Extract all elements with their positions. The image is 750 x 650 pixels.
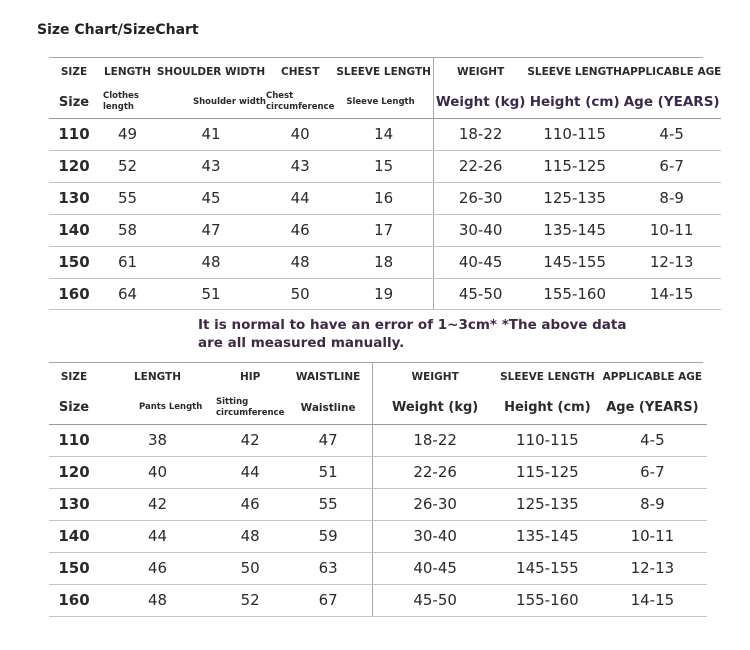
size-cell: 160: [49, 584, 99, 616]
table-cell: 26-30: [433, 182, 527, 214]
table-cell: 44: [99, 520, 216, 552]
table-cell: 6-7: [597, 456, 707, 488]
table-cell: 145-155: [497, 552, 597, 584]
table-cell: 22-26: [433, 150, 527, 182]
column-header: WEIGHT: [433, 57, 527, 87]
table-cell: 40-45: [372, 552, 497, 584]
table-cell: 14-15: [597, 584, 707, 616]
column-header: SHOULDER WIDTH: [156, 66, 266, 78]
size-cell: 110: [49, 424, 99, 456]
table-cell: 115-125: [497, 456, 597, 488]
table-cell: 125-135: [497, 488, 597, 520]
table-cell: 14-15: [622, 278, 721, 309]
table-cell: 30-40: [372, 520, 497, 552]
table-row: [49, 246, 721, 278]
table-cell: 10-11: [622, 214, 721, 246]
table-cell: 64: [99, 278, 156, 309]
table-cell: 63: [284, 552, 372, 584]
size-cell: 120: [49, 150, 99, 182]
table-cell: 55: [284, 488, 372, 520]
column-header: SIZE: [60, 371, 88, 383]
page-title: Size Chart/SizeChart: [37, 22, 199, 38]
size-cell: 150: [49, 552, 99, 584]
table-cell: 46: [216, 488, 284, 520]
table-cell: 145-155: [527, 246, 622, 278]
table-cell: 61: [99, 246, 156, 278]
table-cell: 51: [156, 278, 266, 309]
table-cell: 155-160: [527, 278, 622, 309]
column-header: HIP: [239, 371, 261, 383]
column-subheader: Weight (kg): [372, 392, 497, 424]
table-cell: 42: [216, 424, 284, 456]
table-cell: 48: [156, 246, 266, 278]
table-cell: 44: [266, 182, 334, 214]
table-cell: 16: [334, 182, 433, 214]
table-row: [49, 182, 721, 214]
column-subheader: Age (YEARS): [597, 392, 707, 424]
column-subheader: Size: [49, 87, 99, 118]
column-header: CHEST: [280, 66, 320, 78]
size-cell: 150: [49, 246, 99, 278]
table-cell: 52: [99, 150, 156, 182]
table-cell: 135-145: [497, 520, 597, 552]
table-cell: 4-5: [597, 424, 707, 456]
table-cell: 47: [284, 424, 372, 456]
column-subheader: Sleeve Length: [334, 87, 433, 118]
table-cell: 40: [99, 456, 216, 488]
table-cell: 40-45: [433, 246, 527, 278]
table-cell: 110-115: [497, 424, 597, 456]
table-cell: 10-11: [597, 520, 707, 552]
table-cell: 115-125: [527, 150, 622, 182]
column-subheader: Height (cm): [497, 392, 597, 424]
table-cell: 18: [334, 246, 433, 278]
table-cell: 18-22: [433, 118, 527, 150]
table-cell: 49: [99, 118, 156, 150]
table-row: [49, 520, 707, 552]
table-row: [49, 118, 721, 150]
table-cell: 58: [99, 214, 156, 246]
size-cell: 140: [49, 520, 99, 552]
table-cell: 38: [99, 424, 216, 456]
column-header: WAISTLINE: [295, 371, 361, 383]
table-cell: 50: [216, 552, 284, 584]
table-cell: 110-115: [527, 118, 622, 150]
column-header: SIZE: [60, 66, 88, 78]
table-cell: 14: [334, 118, 433, 150]
pants-size-table: [49, 362, 707, 617]
table-cell: 45: [156, 182, 266, 214]
pants-header-row: [49, 362, 707, 392]
size-cell: 130: [49, 182, 99, 214]
table-row: [49, 214, 721, 246]
size-cell: 130: [49, 488, 99, 520]
table-cell: 44: [216, 456, 284, 488]
column-header: WEIGHT: [372, 362, 497, 392]
column-subheader: Size: [49, 392, 99, 424]
table-cell: 45-50: [433, 278, 527, 309]
table-cell: 46: [99, 552, 216, 584]
table-cell: 4-5: [622, 118, 721, 150]
table-cell: 48: [216, 520, 284, 552]
column-subheader: Clothes length: [99, 87, 156, 118]
column-subheader: Weight (kg): [433, 87, 527, 118]
table-cell: 30-40: [433, 214, 527, 246]
table-cell: 43: [156, 150, 266, 182]
size-cell: 160: [49, 278, 99, 309]
table-cell: 43: [266, 150, 334, 182]
table-cell: 19: [334, 278, 433, 309]
table-cell: 17: [334, 214, 433, 246]
table-row: [49, 456, 707, 488]
column-subheader: Chest circumference: [266, 87, 334, 118]
table-cell: 40: [266, 118, 334, 150]
table-cell: 42: [99, 488, 216, 520]
table-cell: 55: [99, 182, 156, 214]
column-header: APPLICABLE AGE: [602, 371, 703, 383]
pants-subheader-row: [49, 392, 707, 424]
table-cell: 67: [284, 584, 372, 616]
size-cell: 110: [49, 118, 99, 150]
table-row: [49, 584, 707, 616]
table-cell: 12-13: [597, 552, 707, 584]
table-cell: 15: [334, 150, 433, 182]
column-header: APPLICABLE AGE: [621, 66, 722, 78]
column-header: SLEEVE LENGTH: [527, 66, 622, 78]
size-cell: 120: [49, 456, 99, 488]
table-cell: 50: [266, 278, 334, 309]
table-row: [49, 278, 721, 309]
column-header: SLEEVE LENGTH: [500, 371, 595, 383]
table-cell: 6-7: [622, 150, 721, 182]
table-cell: 45-50: [372, 584, 497, 616]
column-subheader: Pants Length: [99, 392, 216, 424]
size-cell: 140: [49, 214, 99, 246]
table-cell: 48: [99, 584, 216, 616]
tops-header-row: [49, 57, 721, 87]
table-cell: 18-22: [372, 424, 497, 456]
table-cell: 51: [284, 456, 372, 488]
table-cell: 41: [156, 118, 266, 150]
column-subheader: Height (cm): [527, 87, 622, 118]
table-cell: 125-135: [527, 182, 622, 214]
table-cell: 135-145: [527, 214, 622, 246]
column-header: LENGTH: [133, 371, 182, 383]
table-cell: 52: [216, 584, 284, 616]
table-row: [49, 552, 707, 584]
column-subheader: Shoulder width: [156, 87, 266, 118]
table-cell: 8-9: [622, 182, 721, 214]
table-cell: 22-26: [372, 456, 497, 488]
table-cell: 46: [266, 214, 334, 246]
table-row: [49, 488, 707, 520]
table-cell: 155-160: [497, 584, 597, 616]
table-cell: 12-13: [622, 246, 721, 278]
column-subheader: Waistline: [284, 392, 372, 424]
column-subheader: Sitting circumference: [216, 392, 284, 424]
measurement-note: It is normal to have an error of 1~3cm* *The above data are all measured manually.: [198, 317, 627, 351]
tops-size-table: [49, 57, 721, 310]
column-subheader: Age (YEARS): [622, 87, 721, 118]
table-cell: 26-30: [372, 488, 497, 520]
column-header: SLEEVE LENGTH: [336, 66, 431, 78]
table-row: [49, 424, 707, 456]
table-cell: 59: [284, 520, 372, 552]
table-cell: 8-9: [597, 488, 707, 520]
table-row: [49, 150, 721, 182]
tops-subheader-row: [49, 87, 721, 118]
table-cell: 47: [156, 214, 266, 246]
column-header: LENGTH: [103, 66, 152, 78]
table-cell: 48: [266, 246, 334, 278]
